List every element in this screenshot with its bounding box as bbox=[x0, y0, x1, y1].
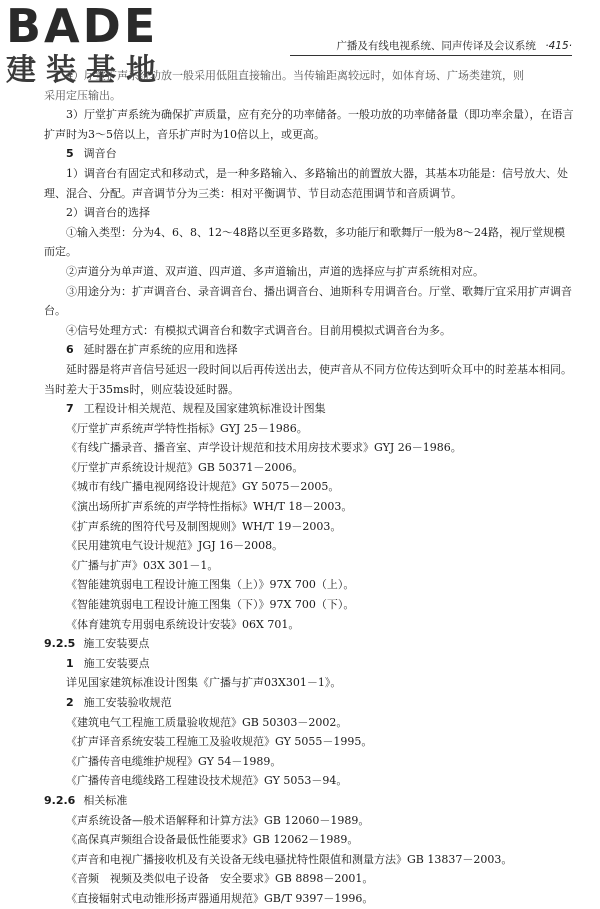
standards-list bbox=[44, 811, 574, 909]
standard-item: 《演出场所扩声系统的声学特性指标》WH/T 18－2003。 bbox=[66, 500, 353, 514]
heading-text: 延时器在扩声系统的应用和选择 bbox=[83, 343, 238, 357]
heading-text: 调音台 bbox=[83, 147, 117, 161]
paragraph-power-reserve: 3）厅堂扩声系统为确保扩声质量，应有充分的功率储备。一般功放的功率储备量（即功率余量），在语言扩声时为3～5倍以上，音乐扩声时为10倍以上，或更高。 bbox=[44, 108, 574, 141]
standard-item: 《声音和电视广播接收机及有关设备无线电骚扰特性限值和测量方法》GB 13837－2003。 bbox=[66, 852, 513, 866]
standard-item: 《声系统设备—般术语解释和计算方法》GB 12060－1989。 bbox=[66, 813, 370, 827]
paragraph-delay: 延时器是将声音信号延迟一段时间以后再传送出去，使声音从不同方位传达到听众耳中的时差基本相同。当时差大于35ms时，则应装设延时器。 bbox=[44, 362, 572, 396]
standard-item: 《智能建筑弱电工程设计施工图集（下）》97X 700（下）。 bbox=[66, 598, 355, 612]
standard-item: 《音频 视频及类似电子设备 安全要求》GB 8898－2001。 bbox=[66, 872, 374, 886]
list-item: ③用途分为：扩声调音台、录音调音台、播出调音台、迪斯科专用调音台。厅堂、歌舞厅宜采用扩声调音台。 bbox=[44, 284, 572, 318]
list-item: ①输入类型：分为4、6、8、12～48路以至更多路数，多功能厅和歌舞厅一般为8～24路，视厅堂规模而定。 bbox=[44, 225, 565, 259]
standard-item: 《高保真声频组合设备最低性能要求》GB 12062－1989。 bbox=[66, 833, 359, 847]
standard-item: 《直接辐射式电动锥形扬声器通用规范》GB/T 9397－1996。 bbox=[66, 891, 374, 905]
standards-list bbox=[44, 713, 574, 791]
section-title: 相关标准 bbox=[83, 793, 128, 807]
paragraph-mixer-selection: 2）调音台的选择 bbox=[66, 206, 150, 220]
standards-list bbox=[44, 419, 574, 635]
section-9-2-6 bbox=[44, 791, 574, 811]
heading-number: 6 bbox=[66, 343, 74, 357]
standard-item: 《广播传音电缆维护规程》GY 54－1989。 bbox=[66, 754, 282, 768]
standard-item: 《民用建筑电气设计规范》JGJ 16－2008。 bbox=[66, 539, 284, 553]
standard-item: 《建筑电气工程施工质量验收规范》GB 50303－2002。 bbox=[66, 715, 348, 729]
section-number: 9.2.5 bbox=[44, 637, 76, 651]
heading-text: 施工安装要点 bbox=[83, 656, 150, 670]
paragraph-continued-tail: 采用定压输出。 bbox=[44, 88, 121, 102]
section-title: 施工安装要点 bbox=[83, 637, 150, 651]
header-rule bbox=[290, 55, 572, 56]
heading-number: 1 bbox=[66, 656, 74, 670]
heading-delay bbox=[44, 340, 574, 360]
standard-item: 《广播与扩声》03X 301－1。 bbox=[66, 558, 219, 572]
heading-text: 施工安装验收规范 bbox=[83, 696, 172, 709]
section-9-2-5 bbox=[44, 634, 574, 654]
paragraph-continued: 4）厅堂扩声系统功放一般采用低阻直接输出。当传输距离较远时，如体育场、广场类建筑，则 bbox=[66, 69, 524, 82]
paragraph-mixer-types: 1）调音台有固定式和移动式，是一种多路输入、多路输出的前置放大器，其基本功能是：信号放大、处理、混合、分配。声音调节分为三类：相对平衡调节、节目动态范围调节和音质调节。 bbox=[44, 166, 568, 200]
running-header bbox=[300, 38, 572, 53]
list-item: ④信号处理方式：有模拟式调音台和数字式调音台。目前用模拟式调音台为多。 bbox=[66, 323, 451, 337]
standard-item: 《广播传音电缆线路工程建设技术规范》GY 5053－94。 bbox=[66, 774, 348, 788]
list-item: ②声道分为单声道、双声道、四声道、多声道输出，声道的选择应与扩声系统相对应。 bbox=[66, 264, 484, 278]
standard-item: 《智能建筑弱电工程设计施工图集（上）》97X 700（上）。 bbox=[66, 578, 355, 592]
heading-acceptance bbox=[44, 693, 574, 713]
standard-item: 《有线广播录音、播音室、声学设计规范和技术用房技术要求》GYJ 26－1986。 bbox=[66, 441, 462, 455]
heading-install bbox=[44, 654, 574, 674]
page-number: ·415· bbox=[545, 40, 572, 52]
heading-number: 5 bbox=[66, 147, 74, 161]
standard-item: 《厅堂扩声系统声学特性指标》GYJ 25－1986。 bbox=[66, 421, 308, 435]
heading-number: 2 bbox=[66, 696, 74, 709]
standard-item: 《体育建筑专用弱电系统设计安装》06X 701。 bbox=[66, 617, 300, 631]
standard-item: 《扩声译音系统安装工程施工及验收规范》GY 5055－1995。 bbox=[66, 735, 373, 749]
heading-standards bbox=[44, 399, 574, 419]
page-body bbox=[44, 66, 574, 909]
paragraph-install: 详见国家建筑标准设计图集《广播与扩声03X301－1》。 bbox=[66, 676, 342, 690]
header-title: 广播及有线电视系统、同声传译及会议系统 bbox=[336, 40, 536, 52]
heading-mixer bbox=[44, 144, 574, 164]
logo-subtitle: 建装基地 bbox=[6, 53, 166, 88]
standard-item: 《扩声系统的图符代号及制图规则》WH/T 19－2003。 bbox=[66, 519, 342, 533]
standard-item: 《厅堂扩声系统设计规范》GB 50371－2006。 bbox=[66, 460, 304, 474]
logo-wordmark: BADE bbox=[6, 0, 159, 53]
heading-number: 7 bbox=[66, 402, 74, 416]
section-number: 9.2.6 bbox=[44, 793, 76, 807]
standard-item: 《城市有线广播电视网络设计规范》GY 5075－2005。 bbox=[66, 480, 340, 494]
heading-text: 工程设计相关规范、规程及国家建筑标准设计图集 bbox=[83, 402, 326, 416]
